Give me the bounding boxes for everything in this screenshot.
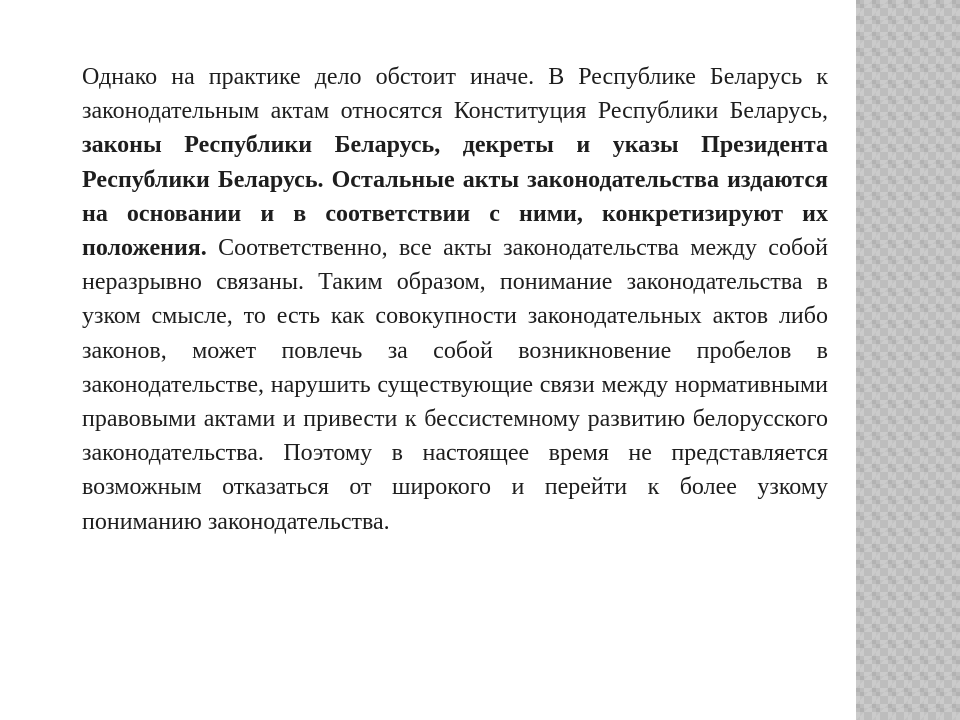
text-segment-intro: Однако на практике дело обстоит иначе. В Республике Беларусь к законодательным актам относятся Конституция Республики Беларусь, bbox=[82, 64, 828, 125]
body-paragraph bbox=[82, 60, 828, 539]
text-segment-bold: законы Республики Беларусь, декреты и указы Президента Республики Беларусь. Остальные акты законодательства издаются на основании и в соответствии с ними, конкретизируют их положения. bbox=[82, 132, 828, 262]
decorative-side-panel bbox=[856, 0, 960, 720]
text-segment-conclusion: Соответственно, все акты законодательства между собой неразрывно связаны. Таким образом, понимание законодательства в узком смысле, то есть как совокупности законодательных актов либо законов, может повлечь за собой возникновение пробелов в законодательстве, нарушить существующие связи между нормативными правовыми актами и привести к бессистемному развитию белорусского законодательства. Поэтому в настоящее время не представляется возможным отказаться от широкого и перейти к более узкому пониманию законодательства. bbox=[82, 235, 828, 535]
